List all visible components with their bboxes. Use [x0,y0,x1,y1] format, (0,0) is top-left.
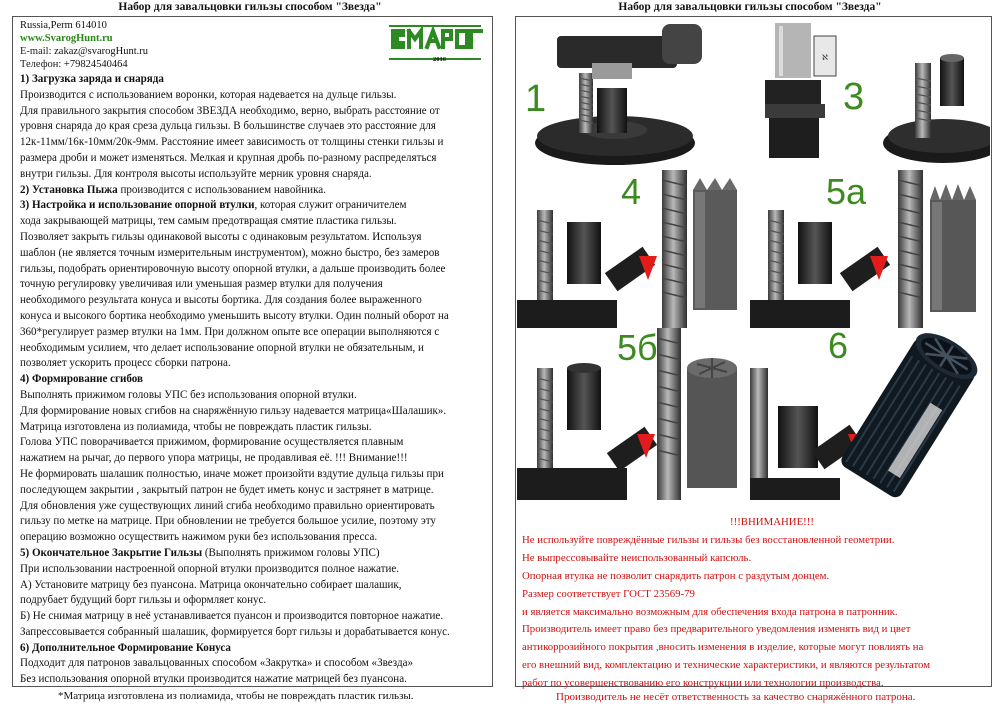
website-link[interactable]: www.SvarogHunt.ru [20,33,113,44]
instruction-text: , которая служит ограничителем [254,199,407,212]
photo-step-5b [517,328,749,500]
instruction-text: Для обновления уже существующих линий сгиба необходимо правильно ориентировать [20,499,435,512]
photo-step-4 [517,170,749,328]
instruction-text: (Выполнять прижимом головы УПС) [202,546,380,559]
email-label: E-mail: [20,46,52,57]
instruction-line [20,672,482,688]
photo-step-3 [765,18,990,170]
instruction-text: шаблон (не является точным измерительным инструментом), можно быстро, без замеров [20,246,440,259]
instruction-line [20,514,482,530]
photo-label-4: 4 [621,171,642,212]
instruction-text: последующем закрытии , закрытый патрон не будет иметь конус и застрянет в матрице. [20,483,434,496]
phone-line [20,58,148,71]
instruction-line [20,356,482,372]
instruction-text: уровня снаряда до края среза дульца гильзы. В большинстве случаев это расстояние для [20,120,436,133]
section-heading: 5) Окончательное Закрытие Гильзы [20,546,203,559]
section-heading: 6) Дополнительное Формирование Конуса [20,641,231,654]
instruction-text: Позволяет закрыть гильзы одинаковой высоты с одинаковым результатом. Используя [20,230,422,243]
photo-label-6: 6 [828,328,849,366]
instruction-text: внутри гильзы. Для контроля высоты используйте мерник уровня снаряда. [20,167,372,180]
instruction-line [20,625,482,641]
phone-label: Телефон: [20,59,62,70]
warning-title: !!!ВНИМАНИЕ!!! [730,516,814,528]
section-heading-line [20,72,482,88]
warning-line: Производитель имеет право без предварительного уведомления изменять вид и цвет [522,623,911,636]
instruction-line [20,451,482,467]
right-page [500,0,1000,707]
instruction-text: При использовании настроенной опорной втулки производится полное нажатие. [20,562,400,575]
instruction-line [20,167,482,183]
instruction-text: гильзы, подобрать ориентировочную высоту опорной втулки, а дальше производить более [20,262,446,275]
section-heading: 3) Настройка и использование опорной втулки [20,199,255,212]
instruction-line [20,435,482,451]
warning-line: Размер соответствует ГОСТ 23569-79 [522,587,695,600]
email-link[interactable]: zakaz@svarogHunt.ru [54,46,149,57]
photo-label-3: 3 [843,76,865,118]
instruction-line [20,483,482,499]
instruction-line [20,656,482,672]
instruction-text: размера дроби и может изменяться. Мелкая и крупная дробь по-разному распределяться [20,151,437,164]
instruction-line [20,151,482,167]
instruction-line [20,214,482,230]
instruction-line [20,420,482,436]
instruction-text: подрубает будущий борт гильзы и оформляет конус. [20,594,267,607]
instruction-text: Подходит для патронов завальцованных способом «Закрутка» и способом «Звезда» [20,657,414,670]
instruction-text: Производится с использованием воронки, которая надевается на дульце гильзы. [20,88,397,101]
instruction-text: Для формирование новых сгибов на снаряжённую гильзу надевается матрица«Шалашик». [20,404,447,417]
footnote: *Матрица изготовлена из полиамида, чтобы не повреждать пластик гильзы. [58,690,414,702]
liability-note: Производитель не несёт ответственность за качество снаряжённого патрона. [556,691,916,703]
instruction-line [20,293,482,309]
instruction-line [20,530,482,546]
section-heading-line [20,183,482,199]
section-heading-line [20,372,482,388]
photo-step-5a [750,170,990,328]
logo-year: 2016 [433,56,446,63]
instruction-text: конуса и высокого бортика необходимо уменьшить высоту втулки. Один полный оборот на [20,309,449,322]
section-heading-line [20,641,482,657]
instructions-text [20,72,482,688]
address: Russia,Perm 614010 [20,20,107,31]
warning-line: работ по усовершенствованию его конструкции или технологии производства. [522,677,884,690]
instruction-text: позволяет ускорить процесс сборки патрона. [20,357,231,370]
instruction-line [20,341,482,357]
warning-line: Не используйте повреждённые гильзы и гильзы без восстановленной геометрии. [522,533,895,546]
left-page-title: Набор для завальцовки гильзы способом "Звезда" [118,1,382,13]
warning-line: антикоррозийного покрытия ,вносить изменения в изделие, которые могут повлиять на [522,641,924,654]
phone-number: +79824540464 [63,59,128,70]
instruction-line [20,325,482,341]
instruction-text: Для правильного закрытия способом ЗВЕЗДА необходимо, верно, выбрать расстояние от [20,104,440,117]
photo-label-5b: 5б [617,328,658,368]
instruction-line [20,262,482,278]
instruction-text: Б) Не снимая матрицу в неё устанавливается пуансон и производится повторное нажатие. [20,610,444,623]
instruction-text: необходимым усилием, что делает использование опорной втулки не обязательным, и [20,341,424,354]
instruction-text: гильзу по метке на матрице. При обновлении не требуется большое усилие, поэтому эту [20,515,436,528]
instruction-line [20,499,482,515]
section-heading: 1) Загрузка заряда и снаряда [20,73,164,85]
contacts-block [20,19,148,71]
photo-step-1 [517,18,765,170]
instruction-line [20,277,482,293]
instruction-text: Выполнять прижимом головы УПС без использования опорной втулки. [20,388,357,401]
instruction-line [20,309,482,325]
section-heading-line [20,546,482,562]
instruction-line [20,404,482,420]
instruction-text: нажатием на рычаг, до первого упора матрицы, не продавливая её. !!! Внимание!!! [20,452,408,465]
instruction-text: А) Установите матрицу без пуансона. Матрица окончательно собирает шалашик, [20,578,402,591]
warning-line: и является максимально возможным для обеспечения входа патрона в патронник. [522,605,898,618]
instruction-text: 360*регулирует размер втулки на 1мм. При должном опыте все операции выполняются с [20,325,440,338]
instruction-text: Не формировать шалашик полностью, иначе может произойти вздутие дульца гильзы при [20,467,444,480]
instruction-line [20,609,482,625]
instruction-line [20,246,482,262]
instruction-line [20,135,482,151]
warning-line: Опорная втулка не позволит снарядить патрон с раздутым донцем. [522,569,830,582]
instruction-text: операцию возможно осуществить нажимом руки без использования пресса. [20,531,378,544]
section-heading: 4) Формирование сгибов [20,373,143,386]
instruction-line [20,593,482,609]
warning-line: Не выпрессовывайте неиспользованный капсюль. [522,551,752,564]
instruction-text: Матрица изготовлена из полиамида, чтобы не повреждать пластик гильзы. [20,420,372,433]
instruction-text: Голова УПС поворачивается прижимом, формирование осуществляется плавным [20,436,404,449]
section-heading: 2) Установка Пыжа [20,183,118,196]
instruction-line [20,104,482,120]
instruction-text: Без использования опорной втулки производится нажатие матрицей без пуансона. [20,673,407,686]
instruction-text: необходимого результата конуса и высоты бортика. Для создания более выраженного [20,294,422,307]
instruction-text: Запрессовывается собранный шалашик, формируется борт гильзы и дорабатывается конус. [20,625,450,638]
email-line [20,45,148,58]
instruction-text: производится с использованием навойника. [117,183,326,196]
right-page-title: Набор для завальцовки гильзы способом "Звезда" [618,1,882,13]
instruction-text: хода закрывающей матрицы, тем самым предотвращая смятие пластика гильзы. [20,215,397,228]
instruction-line [20,388,482,404]
photo-label-1: 1 [525,78,547,120]
instruction-line [20,578,482,594]
instruction-text: точную регулировку увеличивая или уменьшая размер втулки для получения [20,278,383,291]
warning-line: его внешний вид, комплектацию и технические характеристики, и являются результатом [522,659,931,672]
photo-step-6 [750,328,990,500]
instruction-text: 12к-11мм/16к-10мм/20к-9мм. Расстояние имеет зависимость от толщины стенки гильзы и [20,136,444,149]
warning-block [522,514,982,693]
section-heading-line [20,198,482,214]
instruction-line [20,119,482,135]
instruction-line [20,467,482,483]
instruction-line [20,562,482,578]
instruction-line [20,88,482,104]
instruction-line [20,230,482,246]
svg-text:ℵ: ℵ [822,53,828,62]
photo-label-5a: 5а [826,171,867,212]
